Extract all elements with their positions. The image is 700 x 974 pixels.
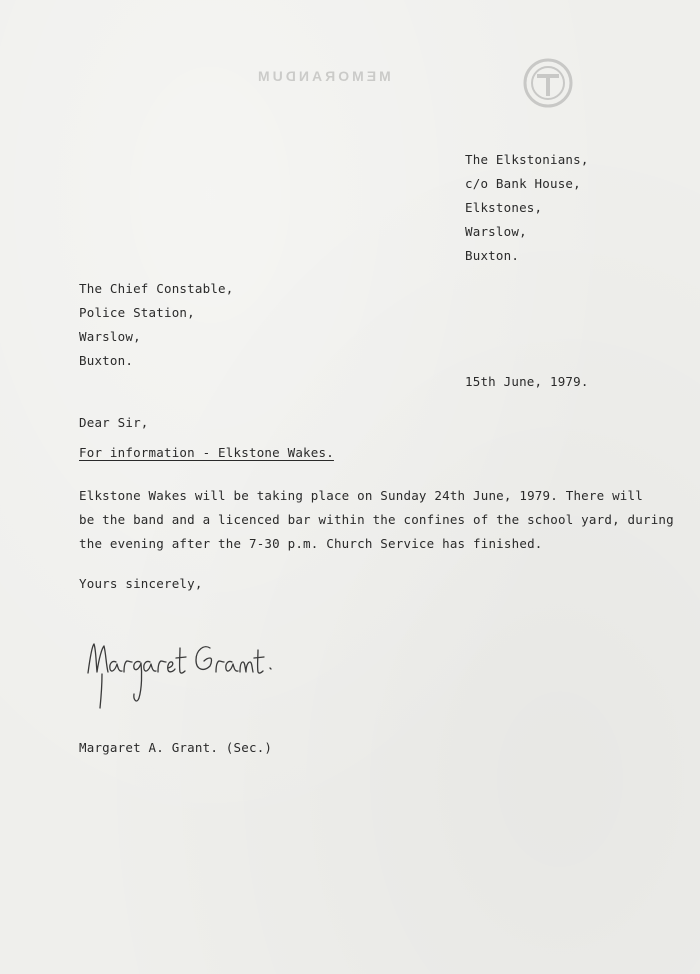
recipient-address-line: Warslow, (79, 329, 141, 344)
letterhead-watermark (255, 58, 585, 108)
sender-address-line: c/o Bank House, (465, 176, 581, 191)
closing: Yours sincerely, (79, 576, 203, 591)
sender-address-line: Elkstones, (465, 200, 543, 215)
body-line: the evening after the 7-30 p.m. Church Service has finished. (79, 536, 543, 551)
body-line: Elkstone Wakes will be taking place on Sunday 24th June, 1979. There will (79, 488, 643, 503)
sender-address-line: Buxton. (465, 248, 520, 263)
recipient-address-line: The Chief Constable, (79, 281, 234, 296)
recipient-address-line: Buxton. (79, 353, 134, 368)
watermark-text: MEMORANDUM (255, 68, 391, 84)
seal-icon (523, 58, 573, 108)
recipient-address-line: Police Station, (79, 305, 195, 320)
letter-date: 15th June, 1979. (465, 374, 589, 389)
sender-address-line: Warslow, (465, 224, 527, 239)
body-line: be the band and a licenced bar within the confines of the school yard, during (79, 512, 674, 527)
body-paragraph (79, 484, 679, 556)
handwritten-signature (82, 628, 282, 718)
recipient-address (79, 277, 234, 373)
signatory-name: Margaret A. Grant. (Sec.) (79, 740, 273, 755)
subject-line: For information - Elkstone Wakes. (79, 445, 334, 460)
sender-address (465, 148, 589, 268)
salutation: Dear Sir, (79, 415, 149, 430)
sender-address-line: The Elkstonians, (465, 152, 589, 167)
